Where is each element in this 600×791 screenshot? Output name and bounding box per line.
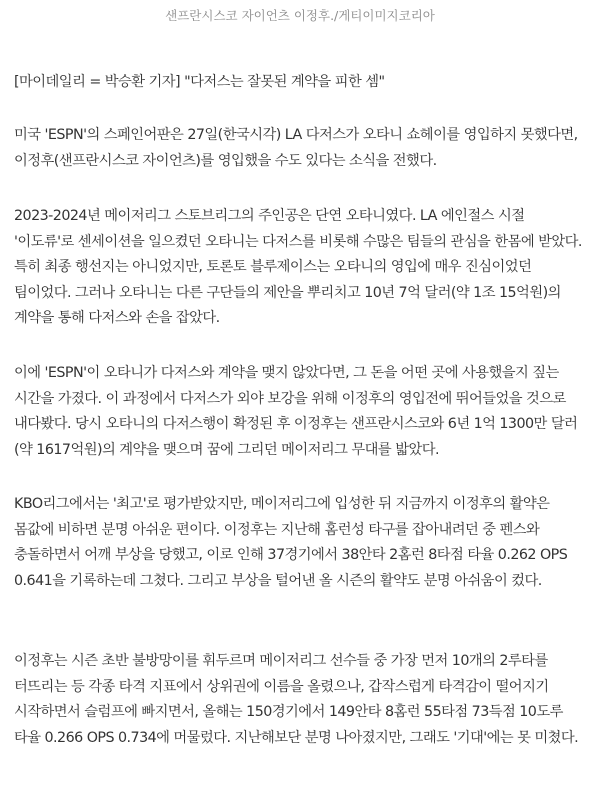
photo-caption: 샌프란시스코 자이언츠 이정후./게티이미지코리아: [165, 8, 435, 23]
article-paragraph-4: KBO리그에서는 '최고'로 평가받았지만, 메이저리그에 입성한 뒤 지금까지 이정후의 활약은 몸값에 비하면 분명 아쉬운 편이다. 이정후는 지난해 홈런성 타구를 잡아내려던 중 펜스와 충돌하면서 어깨 부상을 당했고, 이로 인해 37경기에서 38안타 2홈런 8타점 타율 0.262 OPS 0.641을 기록하는데 그쳤다. 그리고 부상을 털어낸 올 시즌의 활약도 분명 아쉬움이 컸다.: [14, 496, 568, 589]
article-lead: [마이데일리 = 박승환 기자] "다저스는 잘못된 계약을 피한 셈": [14, 74, 385, 90]
article-paragraph-2: 2023-2024년 메이저리그 스토브리그의 주인공은 단연 오타니였다. LA 에인절스 시절 '이도류'로 센세이션을 일으켰던 오타니는 다저스를 비롯해 수많은 팀들의 관심을 한몸에 받았다. 특히 최종 행선지는 아니었지만, 토론토 블루제이스는 오타니의 영입에 매우 진심이었던 팀이었다. 그러나 오타니는 다른 구단들의 제안을 뿌리치고 10년 7억 달러(약 1조 15억원)의 계약을 통해 다저스와 손을 잡았다.: [14, 208, 582, 327]
article-paragraph-1: 미국 'ESPN'의 스페인어판은 27일(한국시각) LA 다저스가 오타니 쇼헤이를 영입하지 못했다면, 이정후(샌프란시스코 자이언츠)를 영입했을 수도 있다는 소식을 전했다.: [14, 127, 578, 169]
article-paragraph-5: 이정후는 시즌 초반 불방망이를 휘두르며 메이저리그 선수들 중 가장 먼저 10개의 2루타를 터뜨리는 등 각종 타격 지표에서 상위권에 이름을 올렸으나, 갑작스럽게 타격감이 떨어지기 시작하면서 슬럼프에 빠지면서, 올해는 150경기에서 149안타 8홈런 55타점 73득점 10도루 타율 0.266 OPS 0.734에 머물렀다. 지난해보단 분명 나아졌지만, 그래도 '기대'에는 못 미쳤다.: [14, 653, 579, 746]
article-paragraph-3: 이에 'ESPN'이 오타니가 다저스와 계약을 맺지 않았다면, 그 돈을 어떤 곳에 사용했을지 짚는 시간을 가졌다. 이 과정에서 다저스가 외야 보강을 위해 이정후의 영입전에 뛰어들었을 것으로 내다봤다. 당시 오타니의 다저스행이 확정된 후 이정후는 샌프란시스코와 6년 1억 1300만 달러(약 1617억원)의 계약을 맺으며 꿈에 그리던 메이저리그 무대를 밟았다.: [14, 365, 578, 458]
